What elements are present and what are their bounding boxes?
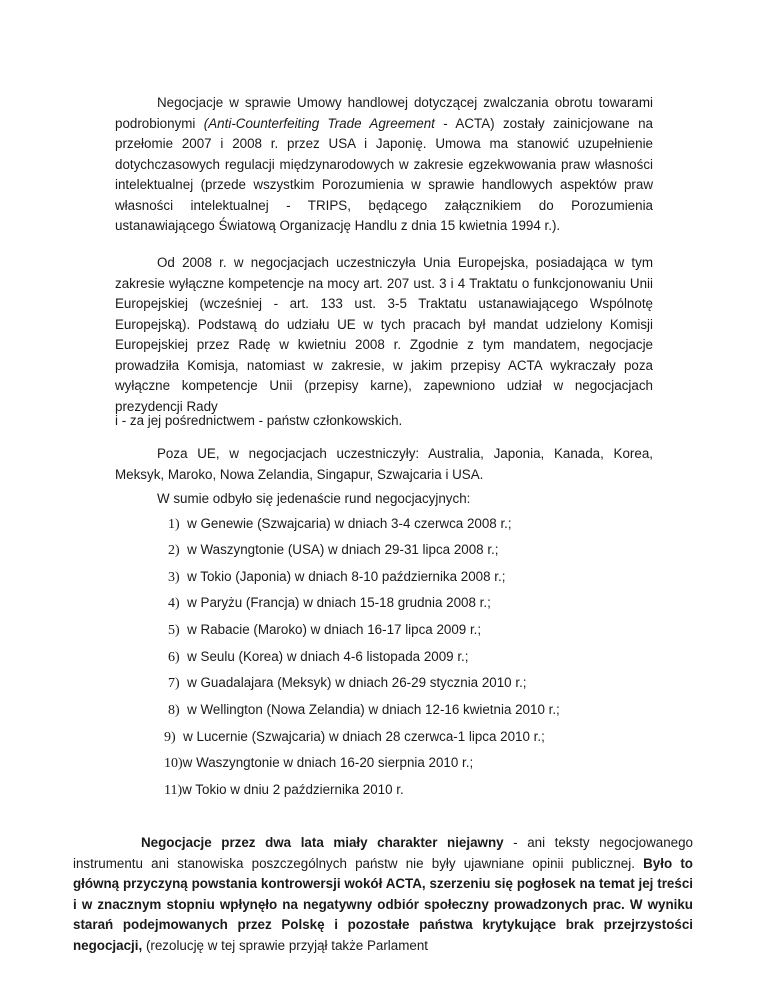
list-number: 8): [168, 703, 180, 718]
list-text: w Genewie (Szwajcaria) w dniach 3-4 czerwca 2008 r.;: [187, 516, 512, 531]
paragraph-eu: [115, 253, 653, 417]
eu-text: Od 2008 r. w negocjacjach uczestniczyła Unia Europejska, posiadająca w tym zakresie wyłączne kompetencje na mocy art. 207 ust. 3 i 4 Traktatu o funkcjonowaniu Unii Europejskiej (wcześniej - art. 133 ust. 3-5 Traktatu ustanawiającego Wspólnotę Europejską). Podstawą do udziału UE w tych pracach był mandat udzielony Komisji Europejskiej przez Radę w kwietniu 2008 r. Zgodnie z tym mandatem, negocjacje prowadziła Komisja, natomiast w zakresie, w jakim przepisy ACTA wykraczały poza wyłączne kompetencje Unii (przepisy karne), zapewniono udział w negocjacjach prezydencji Rady: [115, 255, 653, 414]
list-item: [168, 540, 498, 561]
continuation-text: i - za jej pośrednictwem - państw członkowskich.: [115, 413, 403, 428]
intro-text-c: - ACTA) zostały zainicjowane na przełomie 2007 i 2008 r. przez USA i Japonię. Umowa ma stanowić uzupełnienie dotychczasowych regulacji międzynarodowych w zakresie egzekwowania praw własności intelektualnej (przede wszystkim Porozumienia w sprawie handlowych aspektów praw własności intelektualnej - TRIPS, będącego załącznikiem do Porozumienia ustanawiającego Światową Organizację Handlu z dnia 15 kwietnia 1994 r.).: [115, 115, 653, 233]
list-number: 5): [168, 623, 180, 638]
list-number: 1): [168, 517, 180, 532]
list-text: w Seulu (Korea) w dniach 4-6 listopada 2009 r.;: [187, 649, 469, 664]
intro-text-italic: (Anti-Counterfeiting Trade Agreement: [203, 115, 435, 131]
list-item: [168, 673, 527, 694]
list-item: [164, 753, 473, 774]
list-item: [164, 780, 404, 801]
list-item: [168, 700, 560, 721]
list-text: w Waszyngtonie w dniach 16-20 sierpnia 2010 r.;: [182, 755, 474, 770]
paragraph-rounds-intro: [157, 489, 657, 510]
intro-text-a: Negocjacje w sprawie Umowy handlowej dotyczącej zwalczania obrotu towarami podrobionymi: [115, 95, 653, 131]
list-number: 6): [168, 650, 180, 665]
list-item: [164, 727, 545, 748]
paragraph-participants: [115, 444, 653, 485]
secrecy-text-2: (rezolucję w tej sprawie przyjął także Parlament: [142, 937, 428, 953]
list-text: w Waszyngtonie (USA) w dniach 29-31 lipca 2008 r.;: [187, 542, 499, 557]
list-text: w Tokio (Japonia) w dniach 8-10 października 2008 r.;: [187, 569, 506, 584]
list-item: [168, 593, 491, 614]
list-item: [168, 567, 505, 588]
list-number: 2): [168, 543, 180, 558]
secrecy-bold-1: Negocjacje przez dwa lata miały charakter niejawny: [141, 835, 504, 850]
list-item: [168, 514, 512, 535]
paragraph-secrecy: [73, 833, 693, 956]
rounds-intro-text: W sumie odbyło się jedenaście rund negocjacyjnych:: [157, 491, 471, 506]
list-number: 3): [168, 570, 180, 585]
participants-text: Poza UE, w negocjacjach uczestniczyły: Australia, Japonia, Kanada, Korea, Meksyk, Maroko, Nowa Zelandia, Singapur, Szwajcaria i USA.: [115, 446, 653, 482]
list-text: w Paryżu (Francja) w dniach 15-18 grudnia 2008 r.;: [187, 595, 491, 610]
list-number: 7): [168, 676, 180, 691]
list-text: w Lucernie (Szwajcaria) w dniach 28 czerwca-1 lipca 2010 r.;: [183, 729, 545, 744]
list-item: [168, 647, 469, 668]
list-number: 4): [168, 596, 180, 611]
list-number: 11): [164, 783, 183, 798]
paragraph-intro: [115, 93, 653, 237]
list-item: [168, 620, 481, 641]
list-text: w Tokio w dniu 2 października 2010 r.: [182, 782, 404, 797]
list-text: w Rabacie (Maroko) w dniach 16-17 lipca 2009 r.;: [187, 622, 482, 637]
paragraph-continuation: [115, 411, 653, 432]
list-number: 10): [164, 756, 183, 771]
secrecy-text-1: - ani teksty negocjowanego instrumentu ani stanowiska poszczególnych państw nie były ujawniane opinii publicznej.: [73, 835, 693, 871]
secrecy-bold-2: Było to główną przyczyną powstania kontrowersji wokół ACTA, szerzeniu się pogłosek na temat jej treści i w znacznym stopniu wpłynęło na negatywny odbiór społeczny prowadzonych prac. W wyniku starań podejmowanych przez Polskę i pozostałe państwa krytykujące brak przejrzystości negocjacji,: [73, 855, 693, 953]
list-text: w Guadalajara (Meksyk) w dniach 26-29 stycznia 2010 r.;: [187, 675, 527, 690]
list-text: w Wellington (Nowa Zelandia) w dniach 12-16 kwietnia 2010 r.;: [187, 702, 560, 717]
list-number: 9): [164, 730, 176, 745]
